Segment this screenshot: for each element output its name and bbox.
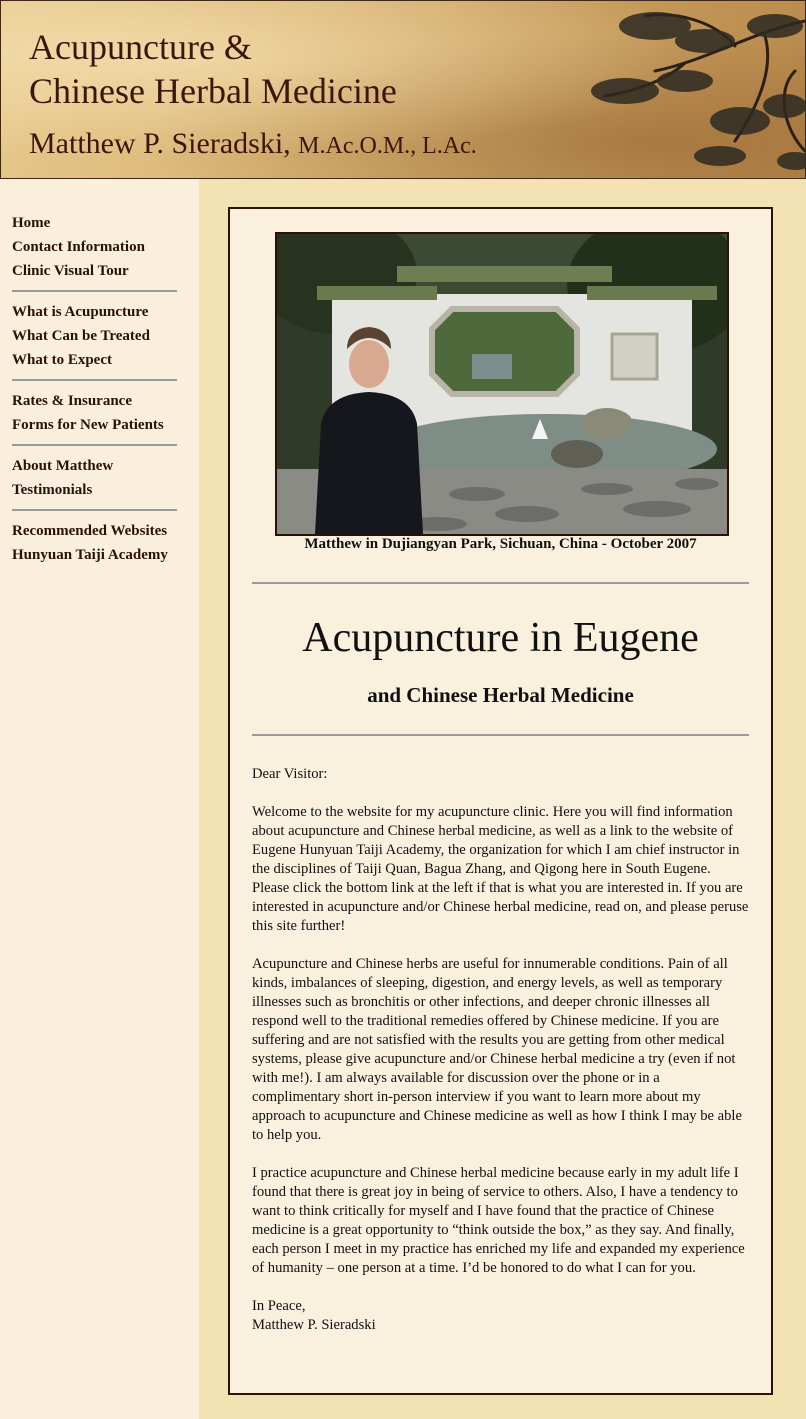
main-content <box>228 207 773 1395</box>
nav-link-home[interactable]: Home <box>12 215 51 231</box>
practitioner-credentials: M.Ac.O.M., L.Ac. <box>298 133 477 159</box>
nav-group-main <box>12 179 177 283</box>
nav-group-links <box>12 519 177 567</box>
practitioner-name-text: Matthew P. Sieradski, <box>29 127 291 160</box>
letter-paragraph: Welcome to the website for my acupuncture clinic. Here you will find information about acupuncture and Chinese herbal medicine, as well as a link to the website of Eugene Hunyuan Taiji Academy, the organization for which I am chief instructor in the disciplines of Taiji Quan, Bagua Zhang, and Qigong here in South Eugene. Please click the bottom link at the left if that is what you are interested in. If you are interested in acupuncture and/or Chinese herbal medicine, read on, and please peruse this site further! <box>252 804 749 934</box>
welcome-letter <box>252 765 751 1335</box>
site-header-banner <box>0 0 806 179</box>
letter-paragraph: I practice acupuncture and Chinese herbal medicine because early in my adult life I found that there is great joy in being of service to others. Also, I have a tendency to want to think critically for myself and I have found that the practice of Chinese medicine is a great opportunity to “think outside the box,” as they say. And finally, each person I meet in my practice has enriched my life and expanded my experience of humanity – one person at a time. I’d be honored to do what I can for you. <box>252 1165 745 1276</box>
nav-divider <box>12 379 177 381</box>
nav-link-rates-insurance[interactable]: Rates & Insurance <box>12 393 132 409</box>
nav-divider <box>12 444 177 446</box>
matthew-dujiangyan-photo <box>275 232 729 536</box>
nav-divider <box>12 290 177 292</box>
page-title: Acupuncture in Eugene <box>302 615 699 661</box>
nav-link-testimonials[interactable]: Testimonials <box>12 482 93 498</box>
nav-link-what-can-be-treated[interactable]: What Can be Treated <box>12 328 150 344</box>
nav-divider <box>12 509 177 511</box>
nav-link-recommended-websites[interactable]: Recommended Websites <box>12 523 168 539</box>
letter-greeting: Dear Visitor: <box>252 766 328 782</box>
horizontal-rule <box>252 734 749 736</box>
nav-link-clinic-visual-tour[interactable]: Clinic Visual Tour <box>12 263 129 279</box>
nav-link-what-to-expect[interactable]: What to Expect <box>12 352 112 368</box>
nav-link-what-is-acupuncture[interactable]: What is Acupuncture <box>12 304 149 320</box>
photo-caption: Matthew in Dujiangyan Park, Sichuan, China - October 2007 <box>304 536 697 552</box>
letter-paragraph: Acupuncture and Chinese herbs are useful for innumerable conditions. Pain of all kinds, imbalances of sleeping, digestion, and energy levels, as well as temporary illnesses such as bronchitis or other infections, and deeper chronic illnesses all respond well to the traditional remedies offered by Chinese medicine. If you are suffering and are not satisfied with the results you are getting from other medical systems, please give acupuncture and/or Chinese herbal medicine a try (even if not with me!). I am always available for discussion over the phone or in a complimentary short in-person interview if you want to learn more about my approach to acupuncture and Chinese medicine as well as how I think I may be able to help you. <box>252 956 742 1143</box>
practitioner-name <box>29 127 477 161</box>
nav-link-forms-new-patients[interactable]: Forms for New Patients <box>12 417 164 433</box>
nav-link-about-matthew[interactable]: About Matthew <box>12 458 114 474</box>
nav-group-about <box>12 454 177 502</box>
pine-tree-illustration <box>505 1 805 178</box>
page-subtitle: and Chinese Herbal Medicine <box>367 683 634 707</box>
nav-link-contact-information[interactable]: Contact Information <box>12 239 145 255</box>
horizontal-rule <box>252 582 749 584</box>
nav-group-acupuncture <box>12 300 177 372</box>
nav-link-hunyuan-taiji-academy[interactable]: Hunyuan Taiji Academy <box>12 547 168 563</box>
letter-closing: In Peace, <box>252 1298 306 1314</box>
nav-group-patients <box>12 389 177 437</box>
sidebar-nav <box>0 179 199 1419</box>
letter-signature: Matthew P. Sieradski <box>252 1317 376 1333</box>
park-photo-illustration <box>277 234 727 534</box>
site-title: Acupuncture & Chinese Herbal Medicine <box>29 27 397 111</box>
